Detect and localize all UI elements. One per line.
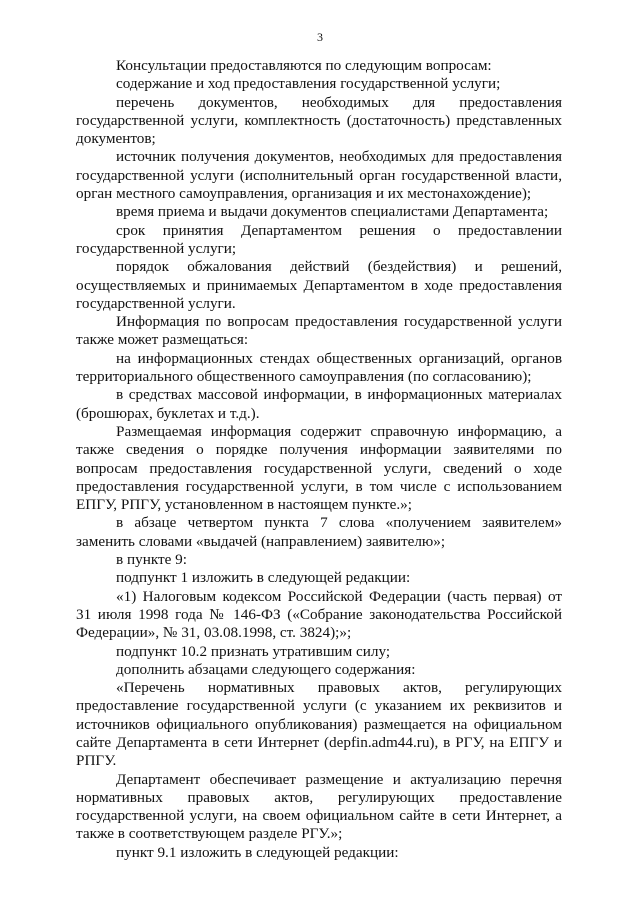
paragraph: подпункт 1 изложить в следующей редакции:	[116, 569, 411, 587]
paragraph: источник получения документов, необходимых для предоставления государственной услуги (исполнительный орган государственной власти, орган местного самоуправления, организация и их местонахождение);	[76, 148, 562, 203]
paragraph: в средствах массовой информации, в информационных материалах (брошюрах, буклетах и т.д.).	[76, 386, 562, 422]
paragraph: дополнить абзацами следующего содержания:	[116, 660, 416, 678]
paragraph: время приема и выдачи документов специалистами Департамента;	[116, 203, 549, 221]
page-number: 3	[317, 30, 323, 44]
document-body	[76, 57, 562, 862]
paragraph: порядок обжалования действий (бездействия) и решений, осуществляемых и принимаемых Департаментом в ходе предоставления государственной услуги.	[76, 258, 562, 312]
paragraph: Размещаемая информация содержит справочную информацию, а также сведения о порядке получения информации заявителями по вопросам предоставления государственной услуги, сведений о ходе предоставления государственной услуги, в том числе с использованием ЕПГУ, РПГУ, установленном в настоящем пункте.»;	[76, 422, 562, 514]
paragraph: срок принятия Департаментом решения о предоставлении государственной услуги;	[76, 221, 562, 257]
paragraph: «Перечень нормативных правовых актов, регулирующих предоставление государственной услуги (с указанием их реквизитов и источников официального опубликования) размещается на официальном сайте Департамента в сети Интернет (depfin.adm44.ru), в РГУ, на ЕПГУ и РПГУ.	[76, 679, 562, 770]
paragraph: «1) Налоговым кодексом Российской Федерации (часть первая) от 31 июля 1998 года № 146-ФЗ («Собрание законодательства Российской Федерации», № 31, 03.08.1998, ст. 3824);»;	[76, 587, 562, 642]
paragraph: пункт 9.1 изложить в следующей редакции:	[116, 843, 399, 861]
paragraph: в пункте 9:	[116, 551, 187, 569]
paragraph: перечень документов, необходимых для предоставления государственной услуги, комплектность (достаточность) представленных документов;	[76, 93, 562, 148]
paragraph: на информационных стендах общественных организаций, органов территориального общественного самоуправления (по согласованию);	[76, 349, 562, 386]
paragraph: в абзаце четвертом пункта 7 слова «получением заявителем» заменить словами «выдачей (направлением) заявителю»;	[76, 514, 562, 550]
paragraph: подпункт 10.2 признать утратившим силу;	[116, 642, 391, 660]
paragraph: Департамент обеспечивает размещение и актуализацию перечня нормативных правовых актов, регулирующих предоставление государственной услуги, на своем официальном сайте в сети Интернет, а также в соответствующем разделе РГУ.»;	[76, 770, 562, 843]
paragraph: Консультации предоставляются по следующим вопросам:	[116, 57, 492, 74]
paragraph: содержание и ход предоставления государственной услуги;	[116, 75, 501, 93]
paragraph: Информация по вопросам предоставления государственной услуги также может размещаться:	[76, 313, 562, 349]
